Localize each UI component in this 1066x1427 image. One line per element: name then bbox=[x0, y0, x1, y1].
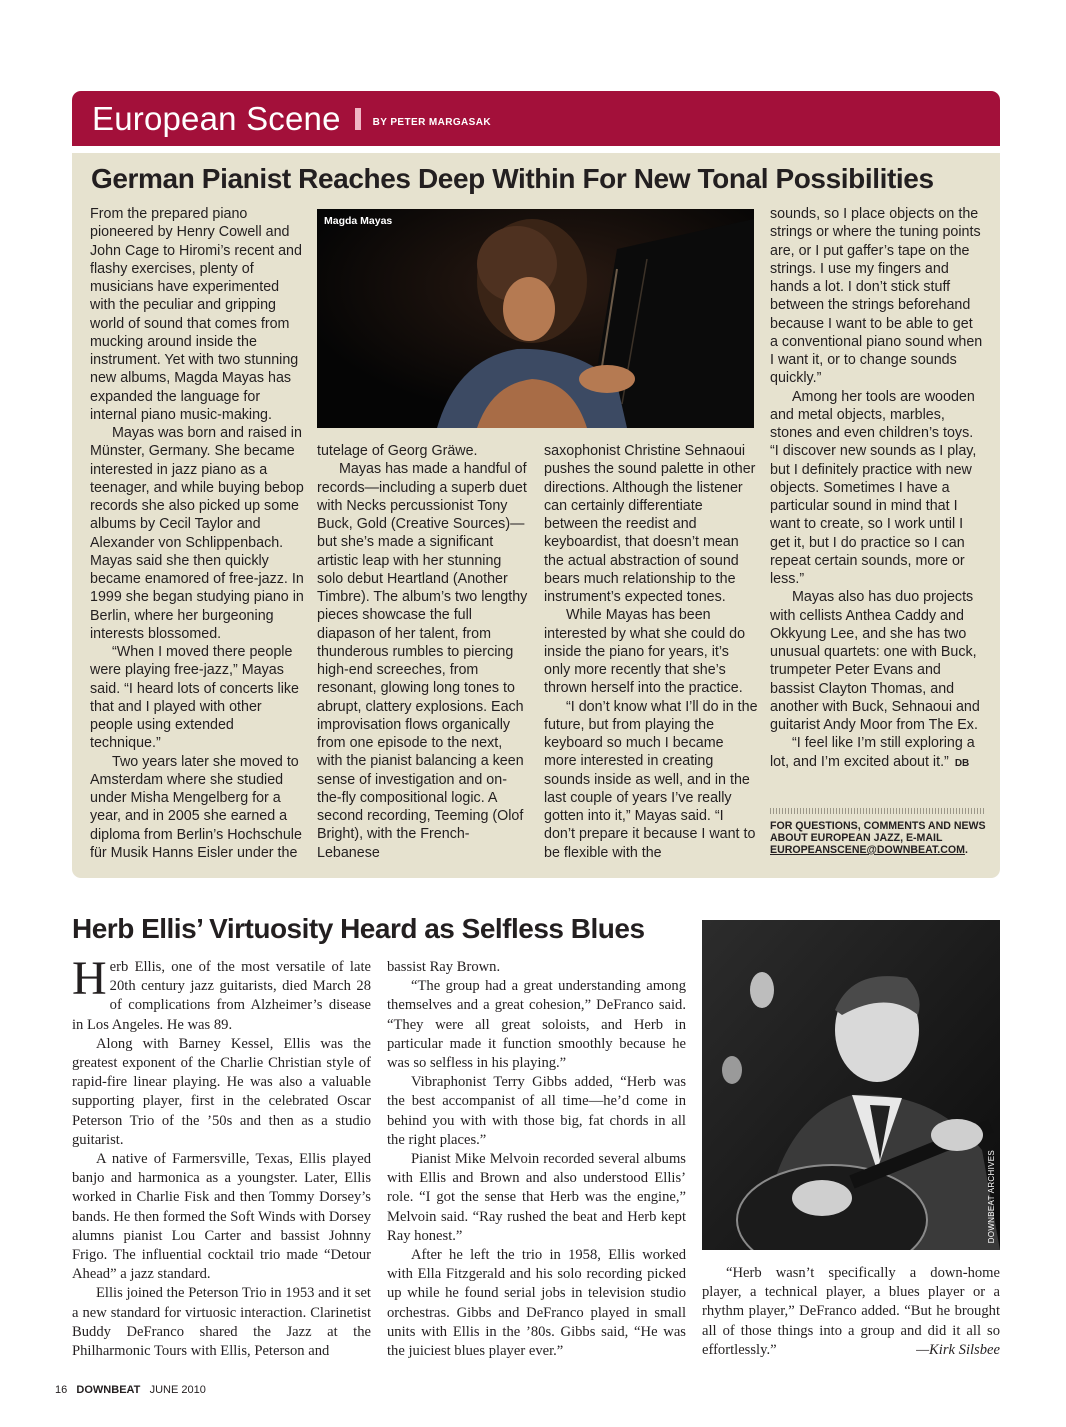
section-title: European Scene bbox=[92, 99, 341, 137]
issue-date: JUNE 2010 bbox=[149, 1384, 206, 1396]
article-column-1 bbox=[90, 205, 304, 862]
paragraph: After he left the trio in 1958, Ellis worked with Ella Fitzgerald and his solo recording picked up while he found serial jobs in television studio orchestras. Gibbs and DeFranco played in small units with Ellis in the ’80s. Gibbs said, “He was the juiciest blues player ever.” bbox=[387, 1247, 686, 1360]
paragraph: “I don’t know what I’ll do in the future, but from playing the keyboard so much I became more interested in creating sounds inside as well, and in the last couple of years I’ve really gotten into it,” Mayas said. “I don’t prepare it because I want to be flexible with the bbox=[544, 698, 758, 861]
paragraph-text: “I feel like I’m still exploring a lot, and I’m excited about it.” bbox=[770, 735, 975, 770]
article-headline: German Pianist Reaches Deep Within For New Tonal Possibilities bbox=[91, 163, 934, 194]
article-column-4 bbox=[770, 205, 984, 773]
paragraph: Along with Barney Kessel, Ellis was the greatest exponent of the Charlie Christian style of rapid-fire linear playing. He was also a valuable supporting player, first in the celebrated Oscar Peterson Trio of the ’50s and then as a studio guitarist. bbox=[72, 1035, 371, 1148]
section-banner bbox=[72, 91, 1000, 146]
paragraph: tutelage of Georg Gräwe. bbox=[317, 443, 478, 459]
page-number: 16 bbox=[55, 1384, 68, 1396]
photo-caption: Magda Mayas bbox=[324, 215, 393, 227]
dotted-divider bbox=[770, 808, 984, 814]
photo-credit: DOWNBEAT ARCHIVES bbox=[987, 1150, 996, 1244]
section-byline: BY PETER MARGASAK bbox=[372, 117, 491, 128]
paragraph-text: “Herb wasn’t specifically a down-home player, a technical player, a blues player or a rhythm player,” DeFranco added. “But he brought all of those things into a group and did it all so effortlessly.” bbox=[702, 1265, 1000, 1358]
paragraph: Mayas was born and raised in Münster, Germany. She became interested in jazz piano as a teenager, and while buying bebop records she also picked up some albums by Cecil Taylor and Alexander von Schlippenbach. Mayas said she then quickly became enamored of free-jazz. In 1999 she began studying piano in Berlin, where her burgeoning interests blossomed. bbox=[90, 425, 304, 642]
paragraph: “When I moved there people were playing free-jazz,” Mayas said. “I heard lots of concerts like that and I played with other people using extended technique.” bbox=[90, 644, 299, 752]
herb-column-2 bbox=[387, 958, 686, 1361]
contact-period: . bbox=[964, 844, 968, 856]
contact-email-link[interactable]: EUROPEANSCENE@DOWNBEAT.COM bbox=[770, 844, 965, 856]
paragraph: From the prepared piano pioneered by Henry Cowell and John Cage to Hiromi’s recent and flashy exercises, plenty of musicians have experimented with the peculiar and gripping world of sound that comes from mucking around inside the instrument. Yet with two stunning new albums, Magda Mayas has expanded the language for internal piano music-making. bbox=[90, 206, 302, 423]
contact-text: FOR QUESTIONS, COMMENTS AND NEWS ABOUT EUROPEAN JAZZ, E-MAIL bbox=[770, 820, 986, 844]
paragraph: Among her tools are wooden and metal objects, marbles, stones and even children’s toys. “I discover new sounds as I play, but I definitely practice with new objects. Sometimes I have a particular sound in mind that I want to create, so I work until I get it, but I do practice so I can repeat certain sounds, more or less.” bbox=[770, 388, 977, 587]
paragraph: saxophonist Christine Sehnaoui pushes the sound palette in other directions. Although the listener can certainly differentiate between the reedist and keyboardist, that doesn’t mean the actual abstraction of sound bears much relationship to the instrument’s expected tones. bbox=[544, 443, 756, 605]
guitarist-illustration bbox=[702, 920, 1000, 1250]
paragraph: Pianist Mike Melvoin recorded several albums with Ellis and Brown and also understood Ellis’ role. “I got the sense that Herb was the engine,” Melvoin said. “Ray rushed the beat and Herb kept Ray honest.” bbox=[387, 1151, 686, 1244]
contact-note bbox=[770, 820, 1000, 856]
magda-mayas-photo bbox=[317, 209, 754, 428]
paragraph: Two years later she moved to Amsterdam where she studied under Misha Mengelberg for a year, and in 2005 she earned a diploma from Berlin’s Hochschule für Musik Hanns Eisler under the bbox=[90, 753, 302, 861]
paragraph: While Mayas has been interested by what she could do inside the piano for years, it’s only more recently that she’s thrown herself into the practice. bbox=[544, 607, 746, 697]
magazine-name: DOWNBEAT bbox=[76, 1384, 141, 1396]
paragraph bbox=[702, 1264, 1000, 1360]
paragraph: Mayas also has duo projects with cellists Anthea Caddy and Okkyung Lee, and she has two unusual quartets: one with Buck, trumpeter Peter Evans and bassist Clayton Thomas, and another with Buck, Sehnaoui and guitarist Andy Moor from The Ex. bbox=[770, 589, 980, 733]
lead-paragraph bbox=[72, 952, 371, 1035]
paragraph: Vibraphonist Terry Gibbs added, “Herb was the best accompanist of all time—he’d come in behind you with with those big, fat chords in all the right places.” bbox=[387, 1074, 686, 1148]
lead-text: erb Ellis, one of the most versatile of late 20th century jazz guitarists, died March 28 of complications from Alzheimer’s disease in Los Angeles. He was 89. bbox=[72, 959, 371, 1033]
banner-divider bbox=[355, 108, 361, 130]
end-mark: DB bbox=[954, 757, 970, 769]
paragraph: sounds, so I place objects on the strings or where the tuning points are, or I put gaffer’s tape on the strings. I use my fingers and hands a lot. I don’t stick stuff between the strings beforehand because I want to be able to get a conventional piano sound when I want it, or to change sounds quickly.” bbox=[770, 206, 983, 387]
drop-cap: H bbox=[72, 952, 107, 1005]
paragraph: “The group had a great understanding among themselves and a great cohesion,” DeFranco said. “They were all great soloists, and Herb in particular made it function smoothly because he was so selfless in his playing.” bbox=[387, 978, 686, 1072]
european-scene-box bbox=[72, 153, 1000, 878]
author-signature: —Kirk Silsbee bbox=[916, 1341, 1000, 1358]
herb-headline: Herb Ellis’ Virtuosity Heard as Selfless Blues bbox=[72, 913, 645, 944]
herb-ellis-photo bbox=[702, 920, 1000, 1250]
herb-column-3 bbox=[702, 1264, 1000, 1360]
paragraph: bassist Ray Brown. bbox=[387, 959, 501, 975]
pianist-illustration bbox=[317, 209, 754, 428]
paragraph: Mayas has made a handful of records—including a superb duet with Necks percussionist Tony Buck, Gold (Creative Sources)—but she’s made a significant artistic leap with her stunning solo debut Heartland (Another Timbre). The album’s two lengthy pieces showcase the full diapason of her talent, from thunderous rumbles to piercing high-end screeches, from resonant, glowing long tones to abrupt, clattery explosions. Each improvisation flows organically from one episode to the next, with the pianist balancing a keen sense of investigation and on-the-fly compositional logic. A second recording, Teeming (Olof Bright), with the French-Lebanese bbox=[317, 461, 528, 861]
paragraph: A native of Farmersville, Texas, Ellis played banjo and harmonica as a youngster. Later, Ellis worked in Charlie Fisk and then Tommy Dorsey’s bands. He then formed the Soft Winds with Dorsey alumns pianist Lou Carter and bassist Johnny Frigo. The influential cocktail trio made “Detour Ahead” a jazz standard. bbox=[72, 1151, 371, 1283]
article-column-2 bbox=[317, 442, 531, 862]
article-column-3 bbox=[544, 442, 758, 862]
paragraph: Ellis joined the Peterson Trio in 1953 and it set a new standard for virtuosic interaction. Clarinetist Buddy DeFranco shared the Jazz at the Philharmonic Tours with Ellis, Peterson and bbox=[72, 1285, 371, 1360]
page-footer bbox=[55, 1384, 206, 1396]
herb-column-1 bbox=[72, 952, 371, 1361]
paragraph-final bbox=[770, 734, 984, 773]
